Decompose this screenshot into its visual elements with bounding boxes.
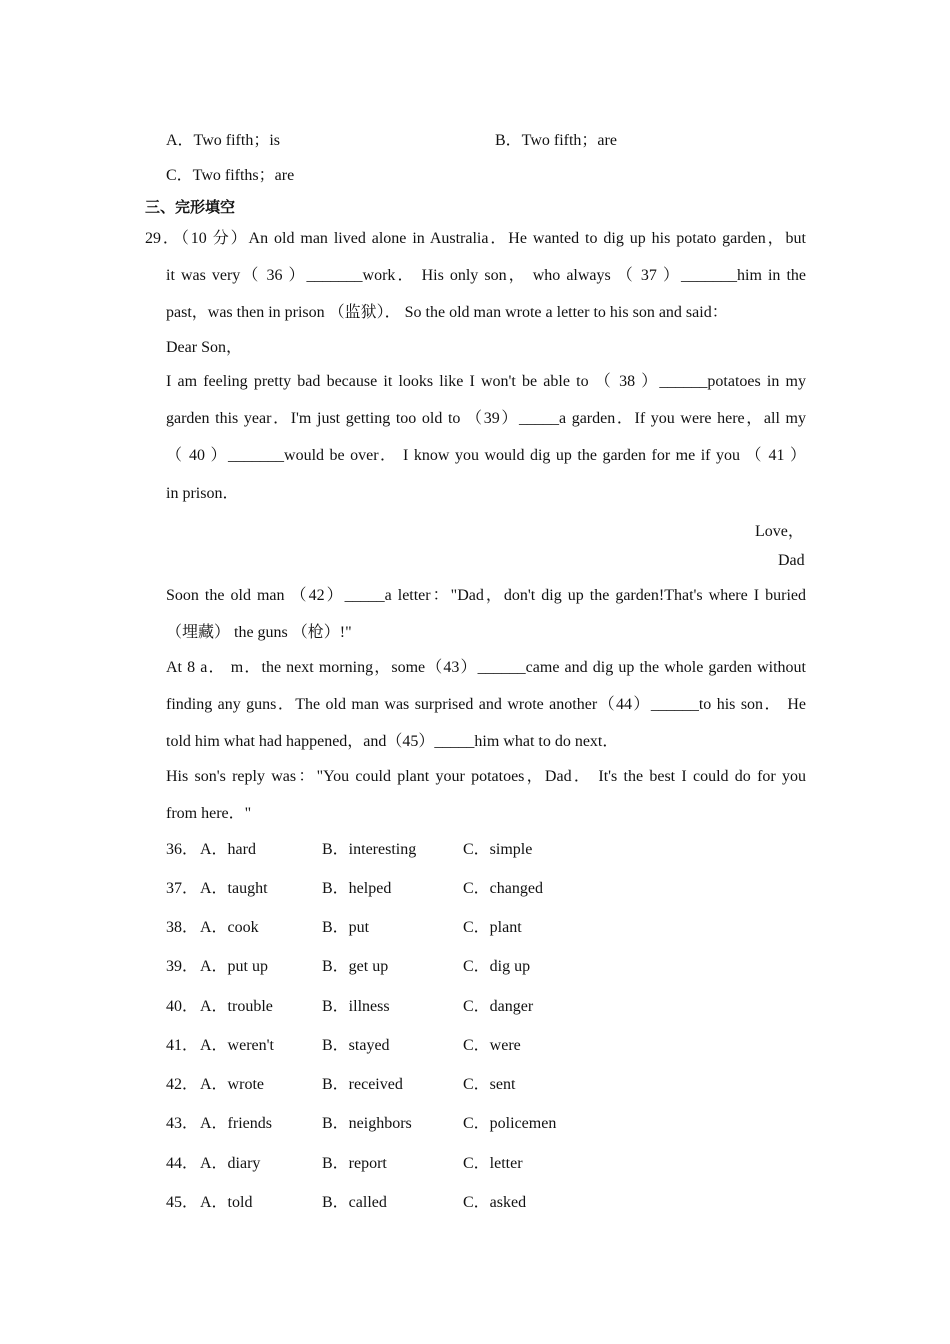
section-heading: 三、完形填空	[145, 198, 236, 216]
passage-line: it was very（ 36 ）_______work． His only son， who always （ 37 ）_______him in the	[166, 267, 806, 284]
choice-option-c: C．letter	[463, 1155, 523, 1172]
choice-option-b: B．interesting	[322, 841, 417, 858]
choice-number: 43．	[166, 1115, 199, 1132]
passage-line: （ 40 ）_______would be over． I know you would dig up the garden for me if you （ 41 ）	[166, 447, 806, 464]
choice-option-b: B．received	[322, 1076, 403, 1093]
choice-option-b: B．get up	[322, 958, 389, 975]
choice-option-c: C．plant	[463, 919, 522, 936]
choice-option-c: C．policemen	[463, 1115, 557, 1132]
passage-line: past，was then in prison （监狱）． So the old man wrote a letter to his son and said：	[166, 304, 728, 321]
choice-number: 42．	[166, 1076, 199, 1093]
option-b: B．Two fifth；are	[495, 132, 617, 149]
choice-option-c: C．changed	[463, 880, 543, 897]
letter-closing: Love，	[755, 523, 804, 540]
passage-line: 29．（10 分）An old man lived alone in Australia．He wanted to dig up his potato garden，but	[145, 230, 806, 247]
choice-option-b: B．called	[322, 1194, 387, 1211]
choice-option-a: A．wrote	[200, 1076, 264, 1093]
passage-line: in prison．	[166, 485, 239, 502]
choice-option-a: A．put up	[200, 958, 269, 975]
choice-number: 36．	[166, 841, 199, 858]
choice-option-a: A．hard	[200, 841, 256, 858]
passage-line: from here．"	[166, 805, 252, 822]
choice-option-a: A．taught	[200, 880, 268, 897]
choice-option-a: A．cook	[200, 919, 259, 936]
choice-option-b: B．helped	[322, 880, 392, 897]
choice-option-a: A．friends	[200, 1115, 272, 1132]
choice-number: 41．	[166, 1037, 199, 1054]
choice-option-c: C．were	[463, 1037, 521, 1054]
choice-option-a: A．weren't	[200, 1037, 274, 1054]
choice-option-a: A．trouble	[200, 998, 273, 1015]
choice-number: 44．	[166, 1155, 199, 1172]
choice-option-c: C．dig up	[463, 958, 531, 975]
choice-option-c: C．danger	[463, 998, 534, 1015]
choice-option-b: B．stayed	[322, 1037, 390, 1054]
choice-option-a: A．told	[200, 1194, 253, 1211]
passage-line: His son's reply was："You could plant your potatoes，Dad． It's the best I could do for you	[166, 768, 806, 785]
choice-option-c: C．sent	[463, 1076, 516, 1093]
letter-salutation: Dear Son，	[166, 339, 242, 356]
passage-line: I am feeling pretty bad because it looks like I won't be able to （ 38 ）______potatoes in my	[166, 373, 806, 390]
option-c: C．Two fifths；are	[166, 167, 295, 184]
passage-line: garden this year．I'm just getting too old to （39）_____a garden．If you were here，all my	[166, 410, 806, 427]
choice-option-b: B．neighbors	[322, 1115, 412, 1132]
choice-option-c: C．simple	[463, 841, 533, 858]
choice-option-b: B．illness	[322, 998, 390, 1015]
choice-number: 38．	[166, 919, 199, 936]
letter-signature: Dad	[778, 552, 805, 569]
choice-number: 37．	[166, 880, 199, 897]
choice-option-b: B．put	[322, 919, 370, 936]
choice-option-b: B．report	[322, 1155, 387, 1172]
option-a: A．Two fifth；is	[166, 132, 280, 149]
choice-option-a: A．diary	[200, 1155, 261, 1172]
passage-line: At 8 a． m．the next morning，some（43）______came and dig up the whole garden without	[166, 659, 806, 676]
passage-line: finding any guns．The old man was surprised and wrote another（44）______to his son． He	[166, 696, 806, 713]
passage-line: （埋藏） the guns （枪）!"	[166, 624, 352, 641]
passage-line: told him what had happened，and（45）_____him what to do next．	[166, 733, 619, 750]
choice-number: 39．	[166, 958, 199, 975]
choice-number: 40．	[166, 998, 199, 1015]
passage-line: Soon the old man （42）_____a letter："Dad，don't dig up the garden!That's where I buried	[166, 587, 806, 604]
choice-option-c: C．asked	[463, 1194, 527, 1211]
choice-number: 45．	[166, 1194, 199, 1211]
